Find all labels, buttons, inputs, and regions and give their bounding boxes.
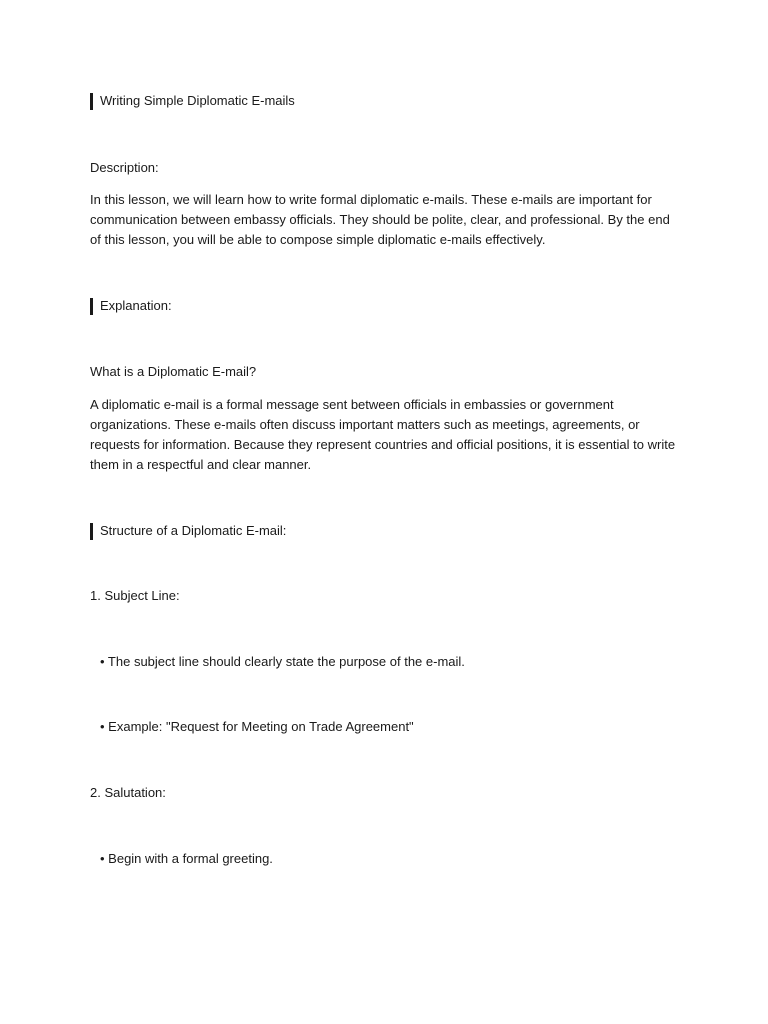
section-label-subject-line: 1. Subject Line: xyxy=(90,588,180,603)
description-paragraph: In this lesson, we will learn how to write formal diplomatic e-mails. These e-mails are important for communication between embassy officials. They should be polite, clear, and professional. By the end of this lesson, you will be able to compose simple diplomatic e-mails effectively. xyxy=(90,192,670,247)
structure-heading xyxy=(90,521,680,541)
page-title: Writing Simple Diplomatic E-mails xyxy=(100,93,295,108)
list-item: • The subject line should clearly state the purpose of the e-mail. xyxy=(100,654,465,669)
structure-heading-text: Structure of a Diplomatic E-mail: xyxy=(100,523,287,538)
heading-marker xyxy=(90,298,93,315)
list-item: • Begin with a formal greeting. xyxy=(100,851,273,866)
list-item: • Example: "Request for Meeting on Trade Agreement" xyxy=(100,719,414,734)
explanation-heading-text: Explanation: xyxy=(100,298,172,313)
explanation-heading xyxy=(90,296,680,316)
title-heading xyxy=(90,91,680,111)
heading-marker xyxy=(90,523,93,540)
what-is-heading: What is a Diplomatic E-mail? xyxy=(90,364,257,379)
heading-marker xyxy=(90,93,93,110)
description-label: Description: xyxy=(90,160,159,175)
what-is-paragraph: A diplomatic e-mail is a formal message sent between officials in embassies or government organizations. These e-mails often discuss important matters such as meetings, agreements, or requests for information. Because they represent countries and official positions, it is essential to write them in a respectful and clear manner. xyxy=(90,397,676,472)
section-label-salutation: 2. Salutation: xyxy=(90,785,166,800)
